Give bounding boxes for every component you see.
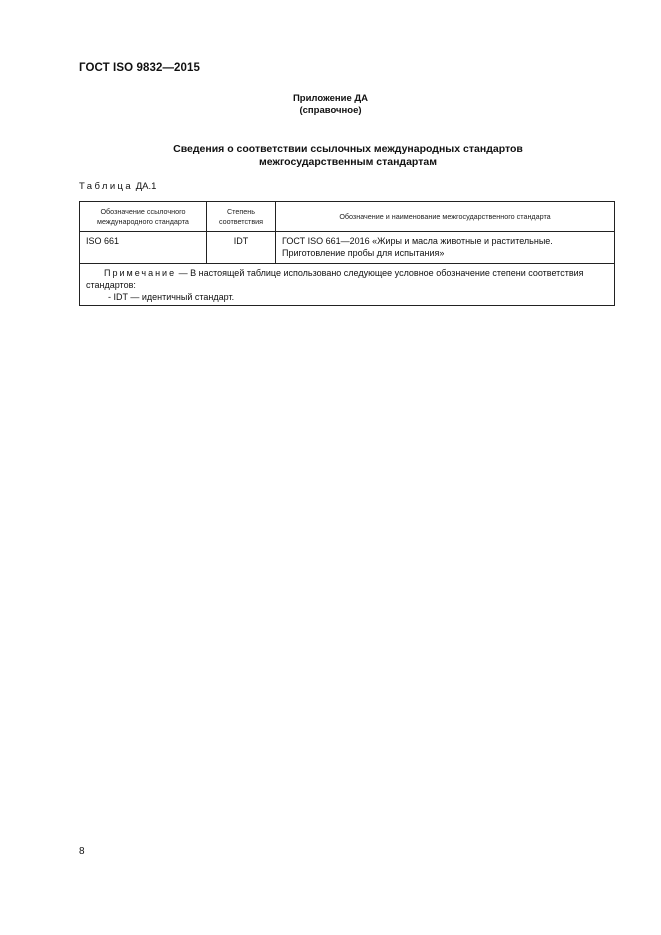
table-row (80, 232, 615, 264)
appendix-title (0, 143, 661, 168)
column-header-degree: Степень соответствия (207, 202, 276, 232)
appendix-title-line1: Сведения о соответствии ссылочных международных стандартов (173, 143, 523, 155)
note-item: - IDT — идентичный стандарт. (108, 292, 235, 302)
page-number: 8 (79, 846, 85, 857)
column-header-intl-standard: Обозначение ссылочного международного стандарта (80, 202, 207, 232)
appendix-title-line2: межгосударственным стандартам (259, 155, 437, 168)
appendix-kind: (справочное) (299, 105, 362, 116)
appendix-label: Приложение ДА (292, 93, 369, 104)
table-note (80, 264, 615, 306)
cell-degree: IDT (207, 232, 276, 264)
table-note-row (80, 264, 615, 306)
table-caption (79, 181, 156, 192)
column-header-interstate-standard: Обозначение и наименование межгосударственного стандарта (276, 202, 615, 232)
document-code: ГОСТ ISO 9832—2015 (79, 62, 201, 74)
table-caption-word: Таблица (79, 181, 134, 192)
note-text: В настоящей таблице использовано следующее условное обозначение степени соответствия стандартов: (86, 268, 584, 290)
cell-intl-standard: ISO 661 (80, 232, 207, 264)
appendix-header (0, 93, 661, 117)
standards-table (79, 201, 615, 306)
note-dash: — (178, 268, 188, 278)
table-caption-number: ДА.1 (135, 181, 157, 192)
table-header-row (80, 202, 615, 232)
cell-interstate-standard: ГОСТ ISO 661—2016 «Жиры и масла животные и растительные. Приготовление пробы для испытания» (276, 232, 615, 264)
note-head: Примечание (104, 268, 177, 278)
